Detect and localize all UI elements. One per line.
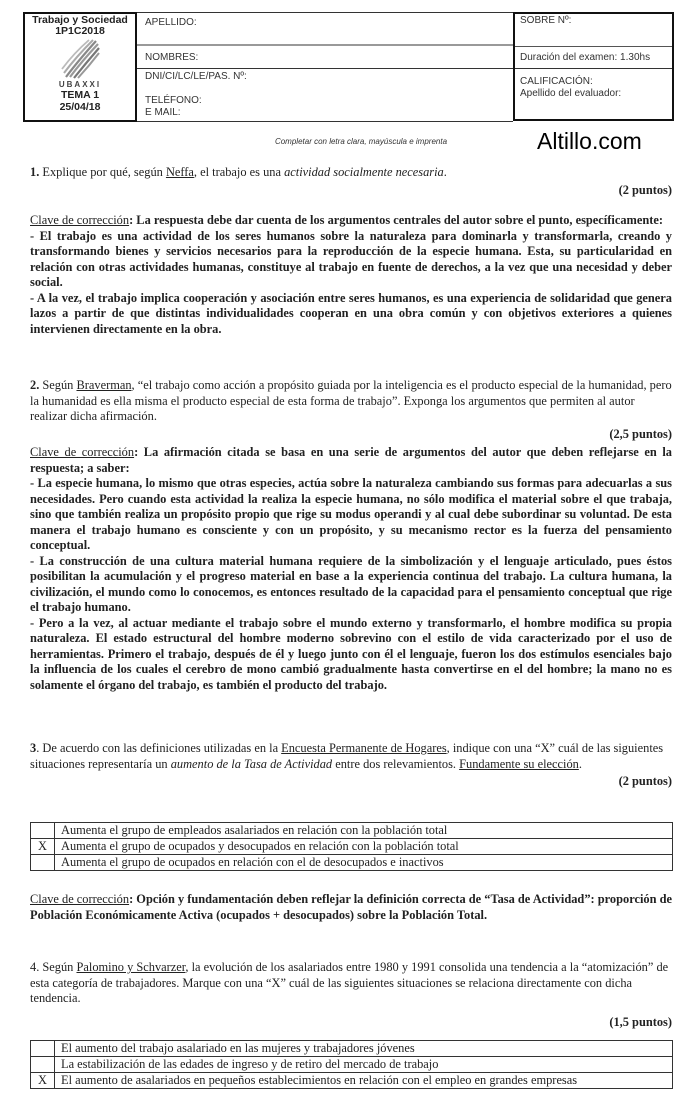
key-label: Clave de corrección [30, 213, 130, 227]
option-mark[interactable]: X [31, 1073, 55, 1089]
question-1-points: (2 puntos) [618, 182, 672, 197]
question-2-key: Clave de corrección: La afirmación citada se basa en una serie de argumentos del autor que deben reflejarse en la respuesta; a saber: - La especie humana, lo mismo que otras especies, actúa sobre la naturaleza cambiando sus formas para adecuarlas a sus necesidades. Pero cuando esta actividad la realiza la especie humana, no sólo modifica el material sobre el que trabaja, sino que también realiza un propósito propio que rige su modus operandi y al cual debe subordinar su voluntad. De esta manera el trabajo humano es consciente y con un propósito, y su mecanismo rector es la fuerza del pensamiento conceptual. - La construcción de una cultura material humana requiere de la simbolización y el lenguaje articulado, pues éstos posibilitan la acumulación y el progreso material en base a la experiencia continua del trabajo. La cultura humana, la civilización, el mundo como lo conocemos, es entonces resultado de la capacidad para el pensamiento conceptual que rige el trabajo humano. - Pero a la vez, al actuar mediante el trabajo sobre el mundo externo y transformarlo, el hombre modifica su propia naturaleza. El estado estructural del hombre moderno sobrevino con el estilo de vida caracterizado por el uso de herramientas. Primero el trabajo, después de él y luego junto con él el lenguaje, fueron los dos estímulos esenciales bajo la influencia de los cuales el cerebro de mono cambió gradualmente hasta convertirse en el del hombre; la mano no es solamente el órgano del trabajo, es también el producto del trabajo. [30, 445, 672, 692]
question-4-options [30, 1040, 672, 1089]
question-1-key: Clave de corrección: La respuesta debe dar cuenta de los argumentos centrales del autor sobre el punto, específicamente: - El trabajo es una actividad de los seres humanos sobre la naturaleza para dominarla y transformarla, creando y transformando bienes y servicios necesarios para la reproducción de la especie humana. Esta, su particularidad en relación con otras actividades humanas, constituye al trabajo en fuente de derechos, a la vez que una necesidad y deber social. - A la vez, el trabajo implica cooperación y asociación entre seres humanos, es una experiencia de solidaridad que genera lazos a partir de que distintas individualidades cooperan en una obra común y con objetivos exteriores a quienes intervienen directamente en la obra. [30, 213, 672, 336]
option-text: La estabilización de las edades de ingreso y de retiro del mercado de trabajo [55, 1057, 673, 1073]
question-3-points: (2 puntos) [618, 774, 672, 788]
institution-name: UBAXXI [58, 80, 102, 89]
key-label: Clave de corrección [30, 445, 135, 459]
nombres-field[interactable] [137, 46, 513, 69]
exam-date: 25/04/18 [59, 101, 101, 113]
author-neffa: Neffa [165, 165, 194, 179]
key-item: - La especie humana, lo mismo que otras especies, actúa sobre la naturaleza cambiando sus formas para adecuarlas a sus necesidades. Pero cuando esta actividad la realiza la especie humana, no sólo modifica el material sobre el que trabaja, sino que también realiza un propósito propio que rige su modus operandi y al cual debe subordinar su voluntad. De esta manera el trabajo humano es consciente y con un propósito, y su mecanismo rector es la fuerza del pensamiento conceptual. [30, 476, 672, 552]
question-4-points: (1,5 puntos) [609, 1014, 672, 1029]
option-mark[interactable] [31, 855, 55, 871]
course-name: Trabajo y Sociedad [32, 14, 128, 26]
key-item: - Pero a la vez, al actuar mediante el trabajo sobre el mundo externo y transformarlo, el hombre modifica su propia naturaleza. El estado estructural del hombre moderno sobrevino con el estilo de vida caracterizado por el uso de herramientas. Primero el trabajo, después de él y luego junto con él el lenguaje, fueron los dos estímulos esenciales bajo la influencia de los cuales el cerebro de mono cambió gradualmente hasta convertirse en el del hombre; la mano no es solamente el órgano del trabajo, es también el producto del trabajo. [30, 615, 672, 692]
evaluator-label: Apellido del evaluador: [520, 88, 622, 99]
key-item: - La construcción de una cultura material humana requiere de la simbolización y el lenguaje articulado, pues éstos posibilitan la acumulación y el progreso material en base a la experiencia continua del trabajo. La cultura humana, la civilización, el mundo como lo conocemos, es entonces resultado de la capacidad para el pensamiento conceptual que rige el trabajo humano. [30, 553, 672, 614]
author-palomino-schvarzer: Palomino y Schvarzer [76, 960, 186, 974]
grade-field[interactable] [515, 69, 672, 107]
author-braverman: Braverman [76, 378, 132, 392]
course-code: 1P1C2018 [55, 25, 105, 37]
duration-info: Duración del examen: 1.30hs [515, 47, 672, 69]
student-fields [137, 12, 513, 122]
question-3-prompt: 3. De acuerdo con las definiciones utilizadas en la Encuesta Permanente de Hogares, indique con una “X” cuál de las siguientes situaciones representaría un aumento de la Tasa de Actividad entre dos relevamientos. Fundamente su elección. [30, 741, 664, 771]
ubaxxi-logo-icon [60, 39, 100, 79]
source-eph: Encuesta Permanente de Hogares [281, 741, 447, 755]
question-1 [30, 165, 672, 198]
logo-box [23, 12, 137, 122]
option-row[interactable] [31, 1073, 673, 1089]
question-1-prompt: 1. Explique por qué, según Neffa, el trabajo es una actividad socialmente necesaria. [30, 165, 447, 179]
key-item: - A la vez, el trabajo implica cooperación y asociación entre seres humanos, es una experiencia de solidaridad que genera lazos a partir de que distintas individualidades cooperan en una obra común y con objetivos exteriores a quienes intervienen directamente en la obra. [30, 290, 672, 336]
option-text: Aumenta el grupo de ocupados y desocupados en relación con la población total [55, 839, 673, 855]
calificacion-label: CALIFICACIÓN: [520, 76, 593, 87]
apellido-label: APELLIDO: [145, 17, 197, 28]
option-text: Aumenta el grupo de empleados asalariados en relación con la población total [55, 823, 673, 839]
exam-header [23, 12, 671, 122]
option-mark[interactable] [31, 823, 55, 839]
telefono-label: TELÉFONO: [145, 95, 202, 106]
option-row[interactable] [31, 823, 673, 839]
key-label: Clave de corrección [30, 892, 130, 906]
option-row[interactable] [31, 1041, 673, 1057]
exam-theme: TEMA 1 [60, 89, 100, 101]
question-4 [30, 960, 672, 1030]
watermark: Altillo.com [537, 128, 642, 154]
option-row[interactable] [31, 839, 673, 855]
option-mark[interactable] [31, 1057, 55, 1073]
option-row[interactable] [31, 855, 673, 871]
option-text: El aumento de asalariados en pequeños establecimientos en relación con el empleo en grandes empresas [55, 1073, 673, 1089]
grading-box [513, 12, 674, 121]
dni-label: DNI/CI/LC/LE/PAS. Nº: [145, 71, 247, 82]
sobre-field[interactable] [515, 14, 672, 47]
sobre-label: SOBRE Nº: [520, 15, 572, 26]
option-text: El aumento del trabajo asalariado en las mujeres y trabajadores jóvenes [55, 1041, 673, 1057]
question-4-prompt: 4. Según Palomino y Schvarzer, la evolución de los asalariados entre 1980 y 1991 consolida una tendencia a la “atomización” de esta categoría de trabajadores. Marque con una “X” cuál de las siguientes situaciones se relaciona directamente con dicha tendencia. [30, 960, 669, 1005]
options-table [30, 1040, 673, 1089]
nombres-label: NOMBRES: [145, 52, 199, 63]
apellido-field[interactable] [137, 13, 513, 46]
question-3-options [30, 822, 672, 871]
question-3 [30, 741, 672, 790]
key-item: - El trabajo es una actividad de los seres humanos sobre la naturaleza para dominarla y transformarla, creando y transformando bienes y servicios necesarios para la reproducción de la especie humana. Esta, su particularidad en relación con otras actividades humanas, constituye al trabajo en fuente de derechos, a la vez que una necesidad y deber social. [30, 228, 672, 289]
options-table [30, 822, 673, 871]
option-mark[interactable] [31, 1041, 55, 1057]
email-label: E MAIL: [145, 107, 181, 118]
question-3-key: Clave de corrección: Opción y fundamentación deben reflejar la definición correcta de “Tasa de Actividad”: proporción de Población Económicamente Activa (ocupados + desocupados) sobre la Población Total. [30, 892, 672, 922]
question-2-points: (2,5 puntos) [609, 426, 672, 441]
contact-fields[interactable] [137, 69, 513, 123]
question-2-prompt: 2. Según Braverman, “el trabajo como acción a propósito guiada por la inteligencia es el producto especial de la humanidad, pero la humanidad es ella misma el producto especial de esta forma de trabajo”. Exponga los argumentos que permiten al autor realizar dicha afirmación. [30, 378, 672, 423]
option-mark[interactable]: X [31, 839, 55, 855]
option-text: Aumenta el grupo de ocupados en relación con el de desocupados e inactivos [55, 855, 673, 871]
question-2 [30, 378, 672, 442]
fill-instruction: Completar con letra clara, mayúscula e imprenta [274, 137, 448, 146]
option-row[interactable] [31, 1057, 673, 1073]
